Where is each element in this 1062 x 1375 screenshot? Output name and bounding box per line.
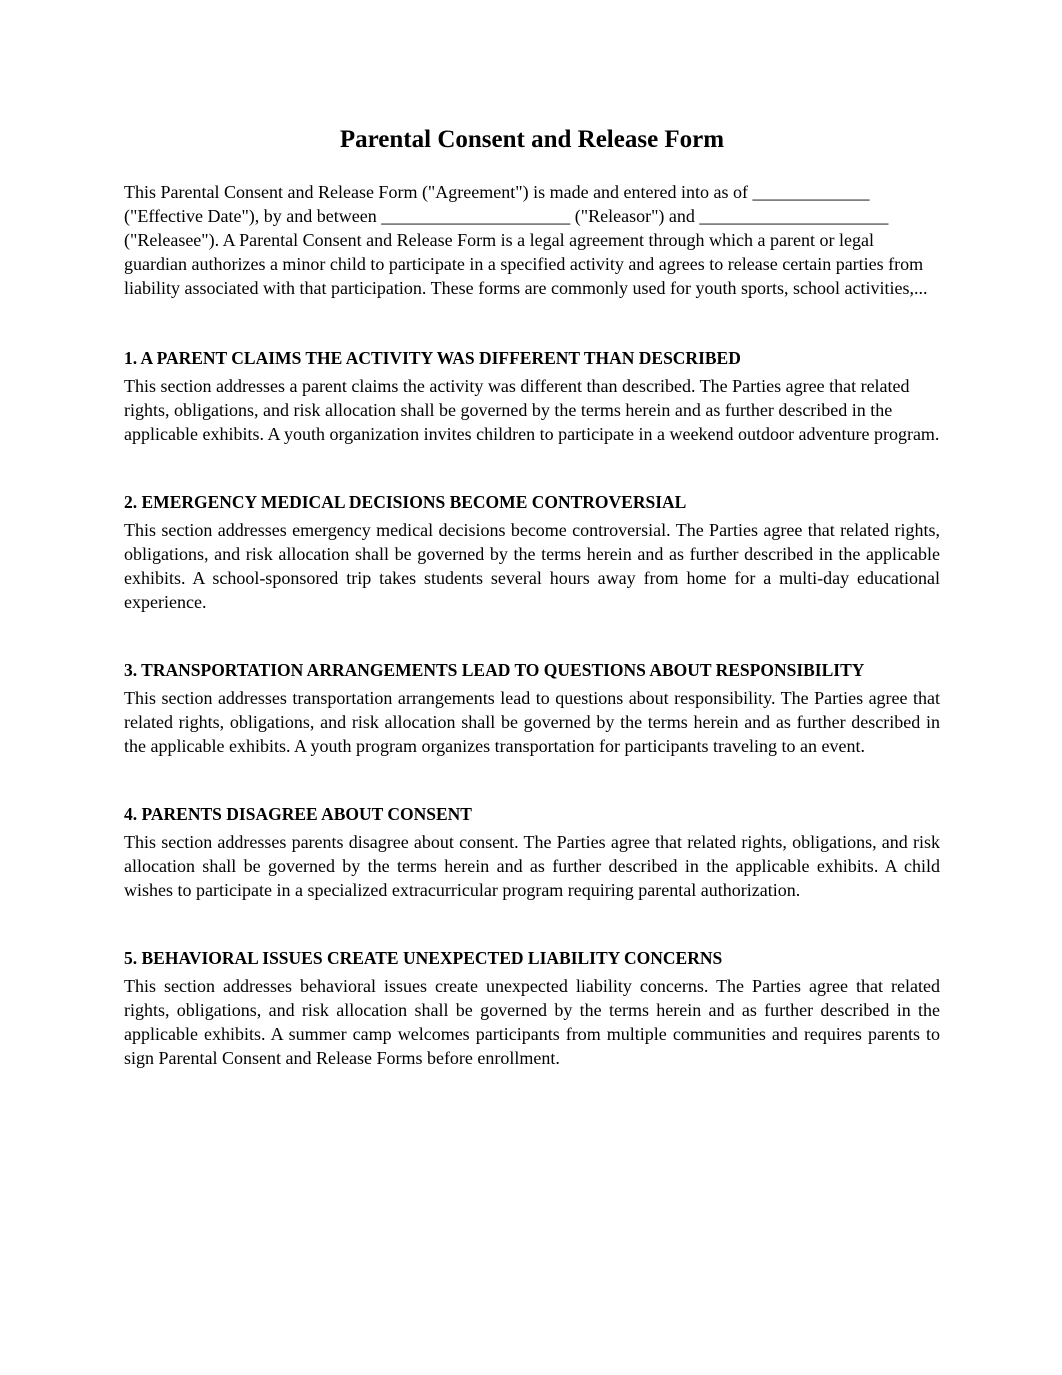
section-body: This section addresses a parent claims the activity was different than described. The Parties agree that related rights, obligations, and risk allocation shall be governed by the terms herein and as further described in the applicable exhibits. A youth organization invites children to participate in a weekend outdoor adventure program. xyxy=(124,376,940,444)
section-heading: 3. TRANSPORTATION ARRANGEMENTS LEAD TO QUESTIONS ABOUT RESPONSIBILITY xyxy=(124,660,865,680)
document-page xyxy=(124,122,940,1114)
section-heading: 1. A PARENT CLAIMS THE ACTIVITY WAS DIFFERENT THAN DESCRIBED xyxy=(124,348,741,368)
section-body: This section addresses transportation arrangements lead to questions about responsibility. The Parties agree that related rights, obligations, and risk allocation shall be governed by the terms herein and as further described in the applicable exhibits. A youth program organizes transportation for participants traveling to an event. xyxy=(124,688,940,756)
document-title: Parental Consent and Release Form xyxy=(339,126,725,153)
section-heading: 5. BEHAVIORAL ISSUES CREATE UNEXPECTED LIABILITY CONCERNS xyxy=(124,948,723,968)
intro-paragraph: This Parental Consent and Release Form ("Agreement") is made and entered into as of _____________ ("Effective Date"), by and between _____________________ ("Releasor") and _____________________ ("Releasee"). A Parental Consent and Release Form is a legal agreement through which a parent or legal guardian authorizes a minor child to participate in a specified activity and agrees to release certain parties from liability associated with that participation. These forms are commonly used for youth sports, school activities,... xyxy=(124,182,928,298)
section-body: This section addresses behavioral issues create unexpected liability concerns. The Parties agree that related rights, obligations, and risk allocation shall be governed by the terms herein and as further described in the applicable exhibits. A summer camp welcomes participants from multiple communities and requires parents to sign Parental Consent and Release Forms before enrollment. xyxy=(124,976,940,1068)
section-heading: 2. EMERGENCY MEDICAL DECISIONS BECOME CONTROVERSIAL xyxy=(124,492,687,512)
section-5 xyxy=(124,946,940,1070)
section-body: This section addresses parents disagree about consent. The Parties agree that related rights, obligations, and risk allocation shall be governed by the terms herein and as further described in the applicable exhibits. A child wishes to participate in a specialized extracurricular program requiring parental authorization. xyxy=(124,832,940,900)
section-2 xyxy=(124,490,940,614)
section-3 xyxy=(124,658,940,758)
section-heading: 4. PARENTS DISAGREE ABOUT CONSENT xyxy=(124,804,472,824)
section-4 xyxy=(124,802,940,902)
section-1 xyxy=(124,346,940,446)
section-body: This section addresses emergency medical decisions become controversial. The Parties agree that related rights, obligations, and risk allocation shall be governed by the terms herein and as further described in the applicable exhibits. A school-sponsored trip takes students several hours away from home for a multi-day educational experience. xyxy=(124,520,940,612)
